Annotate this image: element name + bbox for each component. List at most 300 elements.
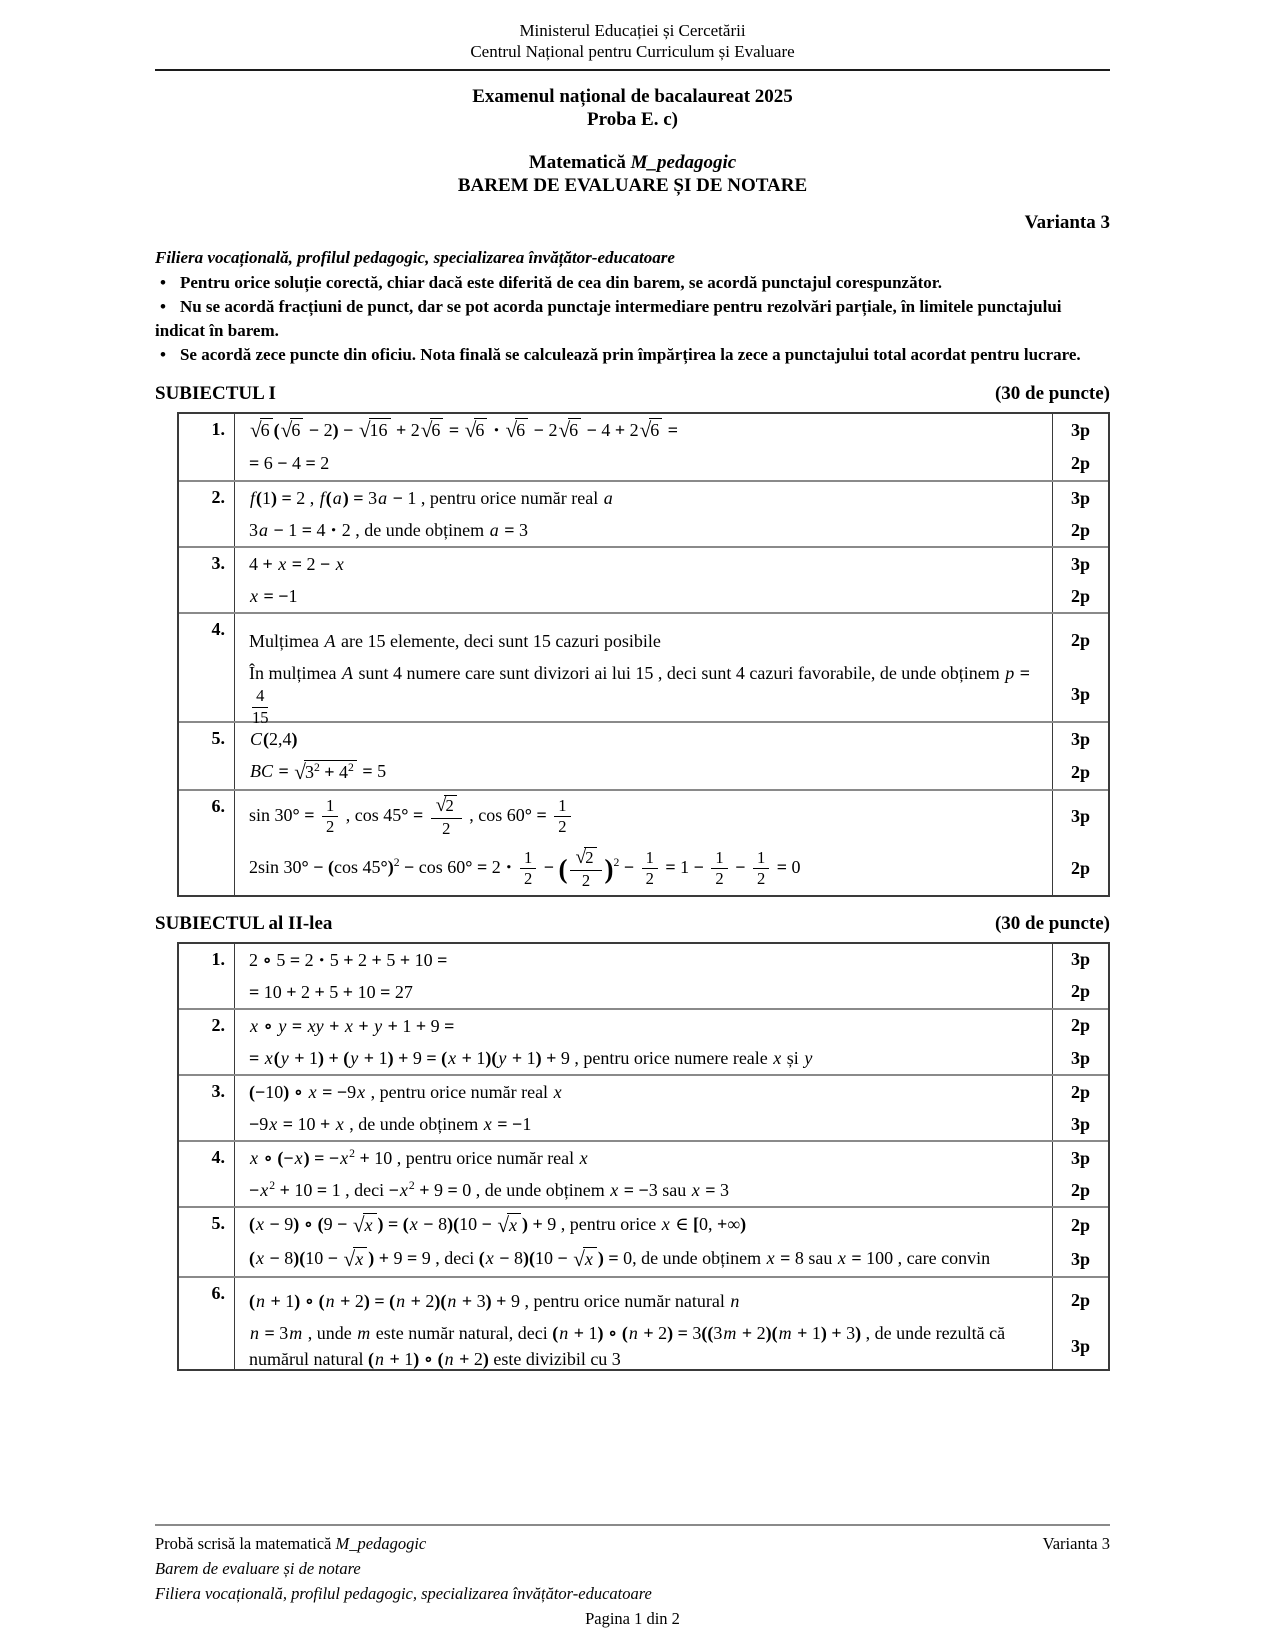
math-operator: + <box>262 554 273 575</box>
solution-formula <box>235 482 1052 514</box>
math-operator: ) <box>820 1322 827 1343</box>
points-cell: 3p <box>1052 482 1108 514</box>
radical-sign: √ <box>639 418 652 443</box>
math-operator: ) <box>318 1048 325 1068</box>
radical-sign: √ <box>280 418 293 443</box>
math-variable: f <box>319 488 325 509</box>
subject-name: Matematică <box>528 152 626 173</box>
math-operator: + <box>399 949 411 970</box>
math-variable: x <box>364 1215 373 1236</box>
math-operator: = <box>278 761 289 782</box>
math-operator: ( <box>440 1290 447 1311</box>
solution-line <box>235 1108 1108 1140</box>
math-operator: − <box>308 419 320 440</box>
footer-variant: Varianta 3 <box>1042 1534 1110 1553</box>
table-row <box>179 789 1108 895</box>
radicand: 2 <box>444 795 456 817</box>
math-operator: = <box>780 1248 791 1269</box>
math-variable: x <box>448 1048 457 1068</box>
math-operator: ° <box>292 804 300 825</box>
math-superscript: 2 <box>349 1147 355 1161</box>
fraction <box>252 687 269 727</box>
math-operator: ) <box>283 1082 290 1103</box>
solution-formula <box>235 1174 1052 1206</box>
fraction <box>554 797 570 837</box>
solution-formula <box>235 447 1052 480</box>
sqrt-radical <box>436 795 457 817</box>
math-operator: ⋅ <box>318 949 326 970</box>
solution-formula <box>235 1242 1052 1276</box>
math-operator: = <box>667 419 679 440</box>
math-operator: − <box>327 1248 339 1269</box>
fraction <box>570 847 601 891</box>
math-operator: + <box>314 981 325 1002</box>
row-lines <box>235 723 1108 789</box>
footer-row <box>155 1531 1110 1556</box>
math-variable: x <box>294 1148 303 1169</box>
math-variable: BC <box>250 761 274 782</box>
fraction-numerator: 1 <box>711 849 727 870</box>
math-operator: ( <box>367 1349 374 1370</box>
math-operator: + <box>511 1048 523 1068</box>
radicand <box>363 1213 377 1237</box>
math-variable: f <box>250 488 256 509</box>
math-operator: + <box>797 1322 808 1343</box>
math-operator: = <box>282 1114 294 1135</box>
fraction <box>711 849 727 889</box>
math-variable: x <box>256 1248 264 1269</box>
solution-formula-text: x = −1 <box>250 586 298 607</box>
solution-formula-text: 2 ∘ 5 = 2 ⋅ 5 + 2 + 5 + 10 = <box>249 949 448 970</box>
radical-sign: √ <box>558 418 571 443</box>
bullet-icon: • <box>160 297 166 316</box>
math-variable: A <box>324 630 336 651</box>
points-cell: 3p <box>1052 1108 1108 1140</box>
sqrt-radical <box>506 418 529 444</box>
math-operator: = <box>677 1322 688 1343</box>
math-operator: ) <box>294 1290 301 1311</box>
sqrt-radical <box>558 418 581 444</box>
math-operator: ) <box>387 1048 394 1068</box>
sqrt-radical <box>281 418 304 444</box>
row-number: 2. <box>179 482 235 546</box>
row-lines <box>235 1142 1108 1206</box>
subject-profile: M_pedagogic <box>630 152 737 173</box>
math-operator: = <box>374 1290 385 1311</box>
math-operator: − <box>543 856 554 877</box>
math-variable: a <box>378 488 388 509</box>
math-variable: n <box>396 1290 406 1311</box>
math-operator: ( <box>249 1082 255 1103</box>
solution-formula <box>235 580 1052 612</box>
radicand: $3^2 + 4^2$ <box>304 760 357 784</box>
math-operator: = <box>353 488 364 509</box>
points-cell: 3p <box>1052 548 1108 580</box>
math-operator: − <box>693 856 704 877</box>
math-operator: + <box>378 1248 389 1269</box>
math-operator: − <box>343 419 354 440</box>
math-operator: + <box>419 1180 430 1201</box>
table-row <box>179 612 1108 727</box>
filiera-line: Filiera vocațională, profilul pedagogic, specializarea învățător-educatoare <box>155 248 675 267</box>
math-operator: = <box>316 1180 328 1201</box>
math-variable: a <box>603 488 613 509</box>
fraction-numerator: 1 <box>642 849 658 870</box>
math-operator: ) <box>434 1290 441 1311</box>
points-cell: 3p <box>1052 723 1108 756</box>
math-operator: = <box>289 949 301 970</box>
solution-formula <box>235 663 1052 727</box>
math-operator: ( <box>621 1322 628 1343</box>
math-variable: x <box>610 1180 619 1201</box>
points-cell: 2p <box>1052 580 1108 612</box>
fraction <box>642 849 658 889</box>
math-operator: − <box>273 520 284 541</box>
points-cell: 2p <box>1052 614 1108 667</box>
fraction-denominator: 2 <box>756 869 766 889</box>
points-cell: 3p <box>1052 414 1108 447</box>
math-operator: = <box>1019 663 1031 684</box>
solution-line <box>235 482 1108 514</box>
radicand: 6 <box>568 418 581 442</box>
math-operator: ) <box>303 1148 310 1169</box>
math-operator: − <box>277 453 288 474</box>
row-lines <box>235 414 1108 480</box>
math-operator: ) <box>667 1322 674 1343</box>
solution-line <box>235 1174 1108 1206</box>
math-operator: = <box>264 1322 275 1343</box>
math-operator: − <box>269 1248 280 1269</box>
fraction-numerator: 1 <box>554 797 570 818</box>
math-operator: = <box>406 1248 418 1269</box>
math-operator: − <box>283 1148 294 1169</box>
table-row <box>179 414 1108 480</box>
solution-line <box>235 1242 1108 1276</box>
solution-line <box>235 756 1108 789</box>
points-cell: 2p <box>1052 1278 1108 1323</box>
solution-formula <box>235 723 1052 756</box>
math-operator: − <box>481 1214 492 1235</box>
math-operator: + <box>363 1048 375 1068</box>
math-operator: ( <box>318 1290 325 1311</box>
solution-line <box>235 514 1108 546</box>
math-variable: x <box>335 1114 344 1135</box>
math-operator: ∘ <box>262 949 272 970</box>
math-operator: + <box>320 1114 331 1135</box>
footer-barem: Barem de evaluare și de notare <box>155 1559 361 1578</box>
math-operator: ° <box>465 856 473 877</box>
math-operator: + <box>546 1048 557 1068</box>
points-cell: 2p <box>1052 1208 1108 1242</box>
sqrt-radical <box>575 847 596 869</box>
fraction-denominator: 15 <box>252 707 269 727</box>
sqrt-radical <box>353 1213 377 1239</box>
math-operator: − <box>499 1248 510 1269</box>
math-variable: x <box>584 1249 593 1270</box>
math-operator: = <box>249 1048 260 1068</box>
math-variable: x <box>264 1048 273 1068</box>
math-operator: ( <box>528 1248 535 1269</box>
math-variable: x <box>250 1148 258 1169</box>
bullet-icon: • <box>160 273 166 292</box>
math-variable: n <box>256 1290 265 1311</box>
math-operator: ° <box>401 804 409 825</box>
math-operator: ⋅ <box>505 856 513 877</box>
table-row <box>179 1140 1108 1206</box>
sqrt-radical <box>465 418 488 444</box>
points-cell: 2p <box>1052 514 1108 546</box>
row-number: 4. <box>179 1142 235 1206</box>
solution-formula-text: = x(y + 1) + (y + 1) + 9 = (x + 1)(y + 1) + 9 , pentru orice numere reale x și y <box>249 1048 813 1068</box>
row-lines <box>235 791 1108 895</box>
section-points-total: (30 de puncte) <box>994 912 1110 934</box>
math-operator: ( <box>277 1148 284 1169</box>
math-operator: ( <box>707 1322 714 1343</box>
math-operator: = <box>665 856 676 877</box>
math-operator: = <box>322 1082 333 1103</box>
radical-sign: √ <box>435 794 447 816</box>
math-operator: ) <box>482 1349 489 1370</box>
table-row <box>179 480 1108 546</box>
footer-proba-text: Probă scrisă la matematică <box>155 1534 336 1553</box>
math-variable: x <box>250 1015 258 1036</box>
row-number: 2. <box>179 1010 235 1074</box>
footer-filiera: Filiera vocațională, profilul pedagogic, specializarea învățător-educatoare <box>155 1584 652 1603</box>
math-operator: ( <box>701 1322 708 1343</box>
solution-formula <box>235 944 1052 976</box>
solution-formula-text: 2sin 30° − (cos 45°)$^2$ − cos 60° = 2 ⋅ $\frac{1}{2}$ − ( $\frac{√2}{2}$ )$^2$ − $\frac{1}{2}$ = 1 − $\frac{1}{2}$ − $\frac{1}{2}$ = 0 <box>249 846 801 891</box>
math-operator: ( <box>256 488 263 509</box>
footer-divider <box>155 1524 1110 1526</box>
fraction-numerator: 1 <box>322 797 338 818</box>
math-operator: = <box>444 1015 455 1036</box>
math-superscript: 2 <box>269 1179 276 1193</box>
math-variable: m <box>723 1322 737 1343</box>
table-row <box>179 1074 1108 1140</box>
math-operator: + <box>286 981 297 1002</box>
radicand: 6 <box>290 418 303 442</box>
solution-formula-text: În mulțimea A sunt 4 numere care sunt divizori ai lui 15 , deci sunt 4 cazuri favorabile, de unde obținem p = $\frac{4}{15}$ <box>249 663 1031 727</box>
sqrt-radical <box>497 1213 521 1239</box>
solution-formula-text: −9x = 10 + x , de unde obținem x = −1 <box>249 1114 532 1135</box>
sqrt-radical <box>344 1247 368 1273</box>
math-operator: ( <box>317 1214 324 1235</box>
math-operator: ( <box>441 1048 448 1068</box>
solution-line <box>235 1142 1108 1174</box>
radicand: 16 <box>369 418 391 442</box>
solution-line <box>235 1208 1108 1242</box>
math-operator: ( <box>325 488 332 509</box>
math-operator: + <box>643 1322 654 1343</box>
math-variable: x <box>278 554 287 575</box>
math-operator: + <box>294 1048 305 1068</box>
center-line: Centrul Național pentru Curriculum și Evaluare <box>470 42 795 61</box>
math-operator: ( <box>491 1048 498 1068</box>
math-operator: + <box>342 981 354 1002</box>
table-row <box>179 546 1108 612</box>
radical-sign: √ <box>497 1213 509 1238</box>
math-variable: x <box>691 1180 700 1201</box>
radical-sign: √ <box>250 418 262 443</box>
solution-formula <box>235 1278 1052 1323</box>
row-lines <box>235 944 1108 1008</box>
math-variable: x <box>260 1180 269 1201</box>
math-variable: n <box>447 1290 457 1311</box>
math-variable: m <box>357 1322 371 1343</box>
solution-formula-text: (x − 9) ∘ (9 − √x ) = (x − 8)(10 − √x ) + 9 , pentru orice x ∈ [0, +∞) <box>249 1211 1042 1239</box>
math-operator: ∘ <box>423 1349 434 1370</box>
math-operator: + <box>329 1015 340 1036</box>
math-variable: x <box>250 586 258 607</box>
fraction <box>753 849 769 889</box>
math-variable: y <box>804 1048 813 1068</box>
math-operator: = <box>437 949 448 970</box>
math-operator: + <box>459 1349 470 1370</box>
points-cell: 3p <box>1052 668 1108 721</box>
variant-label: Varianta 3 <box>1024 212 1110 233</box>
math-operator: ∘ <box>293 1082 304 1103</box>
math-variable: n <box>559 1322 569 1343</box>
math-operator: = <box>426 1048 437 1068</box>
solution-line <box>235 548 1108 580</box>
instruction-item <box>155 343 1110 367</box>
math-operator: − <box>392 488 403 509</box>
math-variable: x <box>508 1215 517 1236</box>
math-operator: = <box>380 981 391 1002</box>
math-operator: ) <box>597 1322 604 1343</box>
math-operator: + <box>461 1290 473 1311</box>
solution-formula-text: 3a − 1 = 4 ⋅ 2 , de unde obținem a = 3 <box>249 520 528 541</box>
math-variable: m <box>289 1322 303 1343</box>
exam-title: Examenul național de bacalaureat 2025 <box>472 86 793 107</box>
math-variable: n <box>730 1290 740 1311</box>
math-operator: ∘ <box>263 1148 273 1169</box>
math-operator: + <box>396 419 407 440</box>
math-operator: ) <box>535 1048 542 1068</box>
ministry-header <box>155 20 1110 62</box>
math-operator: + <box>343 949 354 970</box>
row-lines <box>235 1208 1108 1276</box>
section-title: SUBIECTUL I <box>155 383 276 404</box>
solution-formula-text: $-x^2 + 10 = 1$ , deci $-x^2 + 9 = 0$ , de unde obținem x = −3 sau x = 3 <box>249 1179 730 1201</box>
math-operator: + <box>358 1015 369 1036</box>
math-operator: ( <box>478 1248 485 1269</box>
math-variable: x <box>766 1248 775 1269</box>
math-variable: n <box>444 1349 454 1370</box>
math-operator: ) <box>597 1248 604 1269</box>
solution-formula-text: BC = $√3^2 + 4^2 = 5$ <box>249 758 1042 786</box>
fraction-numerator: 1 <box>753 849 769 870</box>
math-operator: + <box>614 419 626 440</box>
sqrt-radical <box>573 1247 597 1273</box>
solution-formula <box>235 414 1052 447</box>
math-variable: y <box>350 1048 359 1068</box>
barem-title: BAREM DE EVALUARE ȘI DE NOTARE <box>457 175 808 196</box>
math-superscript: 2 <box>408 1179 415 1193</box>
math-operator: − <box>336 1082 348 1103</box>
points-cell: 2p <box>1052 1174 1108 1206</box>
row-lines <box>235 482 1108 546</box>
solution-line <box>235 1042 1108 1074</box>
solution-formula-text: (−10) ∘ x = −9x , pentru orice număr real x <box>249 1082 562 1103</box>
points-cell: 2p <box>1052 843 1108 895</box>
radical-sign: √ <box>294 760 306 785</box>
math-operator: = <box>314 1148 325 1169</box>
solution-formula-text: n = 3m , unde m este număr natural, deci (n + 1) ∘ (n + 2) = 3((3m + 2)(m + 1) + 3) , de unde rezultă că numărul natural (n + 1) ∘ (n + 2) este divizibil cu 3 <box>249 1322 1006 1370</box>
instruction-text: Pentru orice soluție corectă, chiar dacă este diferită de cea din barem, se acordă punctajul corespunzător. <box>179 273 942 292</box>
math-variable: n <box>250 1322 259 1343</box>
math-operator: ( <box>402 1214 409 1235</box>
math-operator: ∘ <box>263 1015 273 1036</box>
radical-sign: √ <box>575 846 587 868</box>
math-variable: x <box>256 1214 264 1235</box>
math-variable: x <box>661 1214 670 1235</box>
row-number: 6. <box>179 791 235 895</box>
math-variable: x <box>344 1015 353 1036</box>
section-1-heading <box>155 383 1110 405</box>
math-operator: = <box>263 586 274 607</box>
section-2-heading <box>155 913 1110 935</box>
math-operator: ) <box>377 1214 384 1235</box>
solution-formula-text: sin 30° = $\frac{1}{2}$ , cos 45° = $\frac{√2}{2}$ , cos 60° = $\frac{1}{2}$ <box>249 794 1042 840</box>
section-title: SUBIECTUL al II-lea <box>155 912 333 934</box>
math-variable: x <box>357 1082 366 1103</box>
math-superscript: 2 <box>348 761 354 775</box>
math-operator: + <box>461 1048 472 1068</box>
row-lines <box>235 1278 1108 1368</box>
math-variable: C <box>250 729 263 750</box>
title-block <box>155 85 1110 197</box>
math-operator: − <box>735 856 746 877</box>
math-variable: y <box>374 1015 383 1036</box>
math-operator: + <box>270 1290 281 1311</box>
row-number: 3. <box>179 1076 235 1140</box>
math-operator: − <box>423 1214 434 1235</box>
bullet-icon: • <box>160 345 166 364</box>
solution-line <box>235 414 1108 447</box>
math-operator: ( <box>327 856 334 877</box>
math-operator: − <box>404 856 415 877</box>
math-operator: ∘ <box>607 1322 618 1343</box>
math-operator: = <box>851 1248 862 1269</box>
points-cell: 3p <box>1052 1042 1108 1074</box>
solution-formula-text: (x − 8)(10 − √x ) + 9 = 9 , deci (x − 8)(10 − √x ) = 0, de unde obținem x = 8 sau x = 100 , care convin <box>249 1245 1042 1273</box>
points-cell: 2p <box>1052 976 1108 1008</box>
math-operator: ) <box>293 1214 300 1235</box>
math-variable: x <box>837 1248 846 1269</box>
math-operator: + <box>532 1214 543 1235</box>
page-number: Pagina 1 din 2 <box>585 1609 680 1628</box>
math-operator: + <box>371 949 382 970</box>
math-operator: − <box>337 1214 348 1235</box>
radical-sign: √ <box>505 418 518 443</box>
math-operator: − <box>328 1148 340 1169</box>
table-row <box>179 944 1108 1008</box>
fraction-denominator: 2 <box>442 819 451 839</box>
math-operator: ° <box>301 856 309 877</box>
math-operator: ° <box>380 856 388 877</box>
math-operator: = <box>536 804 547 825</box>
math-variable: y <box>278 1015 287 1036</box>
fraction-denominator: 2 <box>325 817 335 837</box>
math-operator: − <box>512 1114 523 1135</box>
math-operator: ° <box>524 804 532 825</box>
points-cell: 2p <box>1052 1076 1108 1108</box>
solution-formula <box>235 514 1052 546</box>
footer-proba-profile: M_pedagogic <box>335 1534 427 1553</box>
radicand: 6 <box>474 418 487 442</box>
math-operator: ( <box>263 729 270 750</box>
